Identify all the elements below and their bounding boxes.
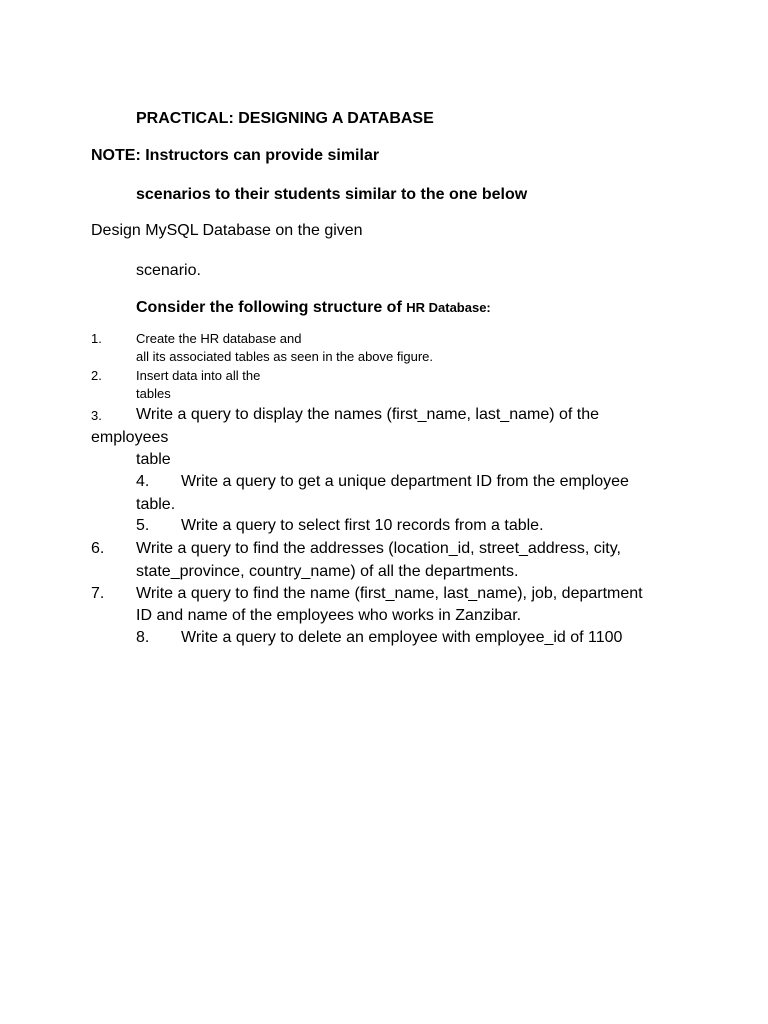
list-item-text: all its associated tables as seen in the above figure. (136, 349, 434, 364)
list-item-text: Insert data into all the (136, 368, 261, 383)
item-number: 6. (91, 540, 105, 557)
db-name: HR Database: (406, 300, 491, 315)
list-item-text: Write a query to delete an employee with employee_id of 1100 (181, 629, 623, 646)
list-item-text: Write a query to find the addresses (location_id, street_address, city, (136, 540, 621, 557)
list-item-text: state_province, country_name) of all the departments. (136, 563, 519, 580)
list-item-text: table. (136, 496, 176, 513)
list-item-text: Write a query to find the name (first_name, last_name), job, department (136, 585, 643, 602)
list-item-text: employees (91, 429, 169, 446)
item-number: 2. (91, 368, 102, 383)
list-item-text: tables (136, 386, 171, 401)
list-item-text: table (136, 451, 171, 468)
consider-line (136, 300, 491, 316)
item-number: 8. (136, 629, 150, 646)
note-line-2: scenarios to their students similar to the one below (136, 186, 528, 203)
item-number: 1. (91, 331, 102, 346)
list-item-text: Write a query to get a unique department ID from the employee (181, 473, 629, 490)
consider-text: Consider the following structure of (136, 299, 407, 316)
list-item-text: Write a query to display the names (first_name, last_name) of the (136, 406, 600, 423)
item-number: 4. (136, 473, 150, 490)
item-number: 5. (136, 517, 150, 534)
list-item-text: ID and name of the employees who works in Zanzibar. (136, 607, 522, 624)
page-title: PRACTICAL: DESIGNING A DATABASE (136, 110, 434, 127)
note-line-1: NOTE: Instructors can provide similar (91, 147, 380, 164)
design-line-2: scenario. (136, 262, 201, 279)
item-number: 7. (91, 585, 105, 602)
list-item-text: Write a query to select first 10 records from a table. (181, 517, 544, 534)
list-item-text: Create the HR database and (136, 331, 302, 346)
design-line-1: Design MySQL Database on the given (91, 222, 363, 239)
item-number: 3. (91, 408, 102, 423)
